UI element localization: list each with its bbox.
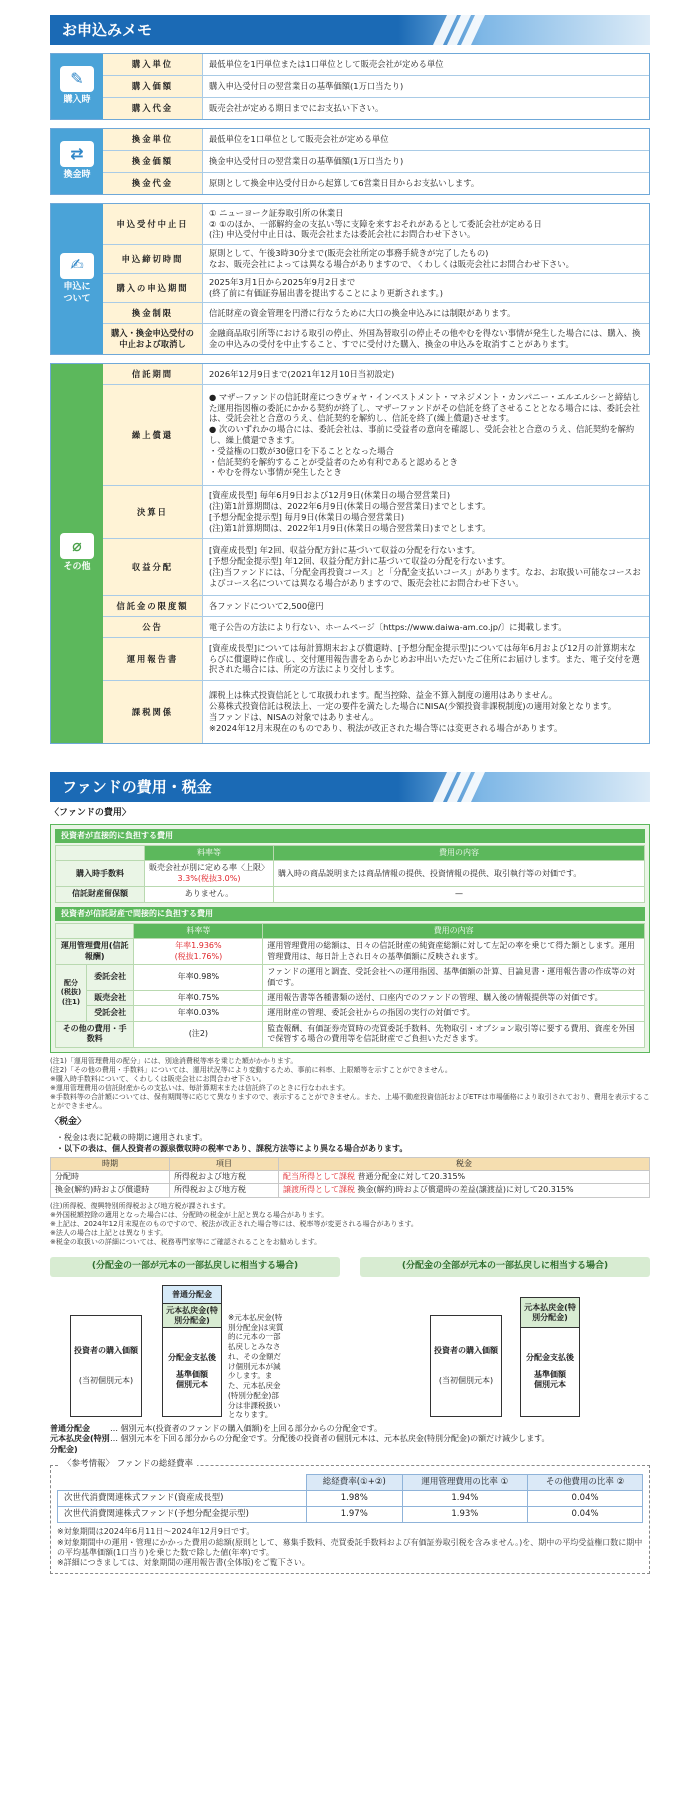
fees-subtitle: 〈ファンドの費用〉	[50, 808, 131, 818]
right-diagram-title: (分配金の全部が元本の一部払戻しに相当する場合)	[360, 1257, 650, 1277]
ordinary-distribution-box: 普通分配金	[162, 1285, 222, 1305]
buy-icon: ✎	[60, 66, 94, 92]
distribution-diagrams	[50, 1257, 650, 1418]
memo-title: お申込みメモ	[50, 15, 650, 45]
tax-bullet: ・税金は表に記載の時期に適用されます。	[56, 1132, 208, 1142]
principal-return-box: 元本払戻金(特別分配金)	[162, 1303, 222, 1329]
pen-icon: ✍	[60, 253, 94, 279]
fee-notes: (注1)「運用管理費用の配分」には、別途消費税等率を乗じた額がかかります。 (注2)「その他の費用・手数料」については、運用状況等により変動するため、事前に料率、上限額等を示すことができません。 ※購入時手数料について、くわしくは販売会社にお問合わせ下さい。 ※運用管理費用の信託財産からの支払いは、毎計算期末または信託終了のときに行なわれます。 ※手数料等の合計額については、保有期間等に応じて異なりますので、表示することができません。また、上場不動産投資信託およびETFは市場価格により取引されており、費用を表示することができません。	[50, 1056, 650, 1111]
tax-bullet: ・以下の表は、個人投資者の源泉徴収時の税率であり、課税方法等により異なる場合があります。	[56, 1144, 408, 1154]
after-distribution-box: 分配金支払後 基準価額 個別元本	[520, 1327, 580, 1417]
expense-ratio-table: 総経費率(①+②) 運用管理費用の比率 ① その他費用の比率 ② 次世代消費関連株式ファンド(資産成長型) 1.98% 1.94% 0.04% 次世代消費関連株式ファンド(予想分配金提示型) 1.97% 1.93% 0.04%	[57, 1474, 643, 1523]
tax-notes: (注)所得税、復興特別所得税および地方税が課されます。 ※外国税額控除の適用となった場合には、分配時の税金が上記と異なる場合があります。 ※上記は、2024年12月末現在のものですので、税法が改正された場合等には、税率等が変更される場合があります。 ※法人の場合は上記とは異なります。 ※税金の取扱いの詳細については、税務専門家等にご確認されることをお勧めします。	[50, 1201, 418, 1247]
direct-fee-table: 料率等 費用の内容 購入時手数料 販売会社が別に定める率〈上限〉 3.3%(税抜3.0%) 購入時の商品説明または商品情報の提供、投資情報の提供、取引執行等の対価です。 信託財産留保額 ありません。 —	[55, 845, 645, 903]
side-note: ※元本払戻金(特別分配金)は実質的に元本の一部払戻しとみなされ、その金額だけ個別元本が減少します。また、元本払戻金(特別分配金)部分は非課税扱いとなります。	[228, 1312, 284, 1420]
exchange-group: ⇄ 換金時 換金単位 最低単位を1口単位として販売会社が定める単位 換金価額 換金申込受付日の翌営業日の基準価額(1万口当たり) 換金代金 原則として換金申込受付日から起算して6営業日目からお支払いします。	[50, 128, 650, 195]
direct-cost-bar: 投資者が直接的に負担する費用	[55, 829, 645, 843]
fees-title: ファンドの費用・税金	[50, 772, 650, 802]
tax-subtitle: 〈税金〉	[50, 1117, 87, 1128]
indirect-fee-table: 料率等 費用の内容 運用管理費用(信託報酬) 年率1.936% (税抜1.76%) 運用管理費用の総額は、日々の信託財産の純資産総額に対して左記の率を乗じて得た額とします。運用管理費用は、毎日計上され日々の基準価額に反映されます。 配分(税抜)(注1) 委託会社 年率0.98% ファンドの運用と調査、受託会社への運用指図、基準価額の計算、目論見書・運用報告書の作成等の対価です。 販売会社 年率0.75% 運用報告書等各種書類の送付、口座内でのファンドの管理、購入後の情報提供等の対価です。 受託会社 年率0.03% 運用財産の管理、委託会社からの指図の実行の対価です。 その他の費用・手数料 (注2) 監査報酬、有価証券売買時の売買委託手数料、先物取引・オプション取引等に要する費用、資産を外国で保管する場合の費用等を信託財産でご負担いただきます。	[55, 923, 645, 1048]
application-group: ✍ 申込について 申込受付中止日 ① ニューヨーク証券取引所の休業日 ② ①のほか、一部解約金の支払い等に支障を来すおそれがあるとして委託会社が定める日 (注) 申込受付中止日は、販売会社または委託会社にお問合わせ下さい。 申込締切時間 原則として、午後3時30分まで(販売会社所定の事務手続きが完了したもの) なお、販売会社によっては異なる場合がありますので、くわしくは販売会社にお問合わせ下さい。 購入の申込期間 2025年3月1日から2025年9月2日まで (終了前に有価証券届出書を提出することにより更新されます。) 換金制限 信託財産の資金管理を円滑に行なうために大口の換金申込みには制限があります。 購入・換金申込受付の中止および取消し 金融商品取引所等における取引の停止、外国為替取引の停止その他やむを得ない事情が発生した場合には、購入、換金の申込みの受付を中止すること、すでに受付けた購入、換金の申込みを取消すことがあります。	[50, 203, 650, 355]
paperclip-icon: ⌀	[60, 533, 94, 559]
exchange-icon: ⇄	[60, 141, 94, 167]
other-group: ⌀ その他 信託期間 2026年12月9日まで(2021年12月10日当初設定) 繰上償還 ● マザーファンドの信託財産につきヴォヤ・インベストメント・マネジメント・カンパニー・エルエルシーと締結した運用指図権の委託にかかる契約が終了し、マザーファンドがその信託を終了させることとなる場合には、委託会社は、受託会社と合意のうえ、信託契約を解約し、信託を終了(繰上償還)させます。 ● 次のいずれかの場合には、委託会社は、事前に受益者の意向を確認し、受託会社と合意のうえ、信託契約を解約し、繰上償還できます。 ・受益権の口数が30億口を下ることとなった場合 ・信託契約を解約することが受益者のため有利であると認めるとき ・やむを得ない事情が発生したとき 決算日 [資産成長型] 毎年6月9日および12月9日(休業日の場合翌営業日) (注)第1計算期間は、2022年6月9日(休業日の場合翌営業日)までとします。 [予想分配金提示型] 毎月9日(休業日の場合翌営業日) (注)第1計算期間は、2022年1月9日(休業日の場合翌営業日)までとします。 収益分配 [資産成長型] 年2回、収益分配方針に基づいて収益の分配を行ないます。 [予想分配金提示型] 年12回、収益分配方針に基づいて収益の分配を行ないます。 (注)当ファンドには、「分配金再投資コース」と「分配金支払いコース」があります。なお、お取扱い可能なコースおよびコース名については異なる場合がありますので、販売会社にお問合わせ下さい。 信託金の限度額 各ファンドについて2,500億円 公告 電子公告の方法により行ない、ホームページ〔https://www.daiwa-am.co.jp/〕に掲載します。 運用報告書 [資産成長型]については毎計算期末および償還時、[予想分配金提示型]については毎年6月および12月の計算期末ならびに償還時に作成し、交付運用報告書をあらかじめお申出いただいたご住所にお届けします。また、電子交付を選択された場合には、所定の方法により交付します。 課税関係 課税上は株式投資信託として取扱われます。配当控除、益金不算入制度の適用はありません。 公募株式投資信託は税法上、一定の要件を満たした場合にNISA(少額投資非課税制度)の適用対象となります。 当ファンドは、NISAの対象ではありません。 ※2024年12月末現在のものであり、税法が改正された場合等には変更される場合があります。	[50, 363, 650, 744]
purchase-group: ✎ 購入時 購入単位 最低単位を1円単位または1口単位として販売会社が定める単位 購入価額 購入申込受付日の翌営業日の基準価額(1万口当たり) 購入代金 販売会社が定める期日までにお支払い下さい。	[50, 53, 650, 120]
investor-price-box: 投資者の購入価額 (当初個別元本)	[70, 1315, 142, 1417]
reference-title: 〈参考情報〉 ファンドの総経費率	[59, 1459, 197, 1470]
principal-return-box: 元本払戻金(特別分配金)	[520, 1297, 580, 1329]
fee-table-box	[50, 824, 650, 1053]
distribution-explanation: 普通分配金 … 個別元本(投資者のファンドの購入価額)を上回る部分からの分配金です。 元本払戻金(特別分配金) … 個別元本を下回る部分からの分配金です。分配後の投資者の個別元本は、元本払戻金(特別分配金)の額だけ減少します。	[50, 1423, 550, 1454]
left-diagram-title: (分配金の一部が元本の一部払戻しに相当する場合)	[50, 1257, 340, 1277]
after-distribution-box: 分配金支払後 基準価額 個別元本	[162, 1327, 222, 1417]
investor-price-box: 投資者の購入価額 (当初個別元本)	[430, 1315, 502, 1417]
reference-box	[50, 1459, 650, 1574]
reference-notes: ※対象期間は2024年6月11日～2024年12月9日です。 ※対象期間中の運用・管理にかかった費用の総額(原則として、募集手数料、売買委託手数料および有価証券取引税を含みません。)を、期中の平均受益権口数に期中の平均基準価額(1口当り)を乗じた数で除した値(年率)です。 ※詳細につきましては、対象期間の運用報告書(全体版)をご覧下さい。	[57, 1527, 643, 1568]
indirect-cost-bar: 投資者が信託財産で間接的に負担する費用	[55, 907, 645, 921]
tax-table: 時期 項目 税金 分配時 所得税および地方税 配当所得として課税 普通分配金に対して20.315% 換金(解約)時および償還時 所得税および地方税 譲渡所得として課税 換金(解約)時および償還時の差益(譲渡益)に対して20.315%	[50, 1157, 650, 1198]
